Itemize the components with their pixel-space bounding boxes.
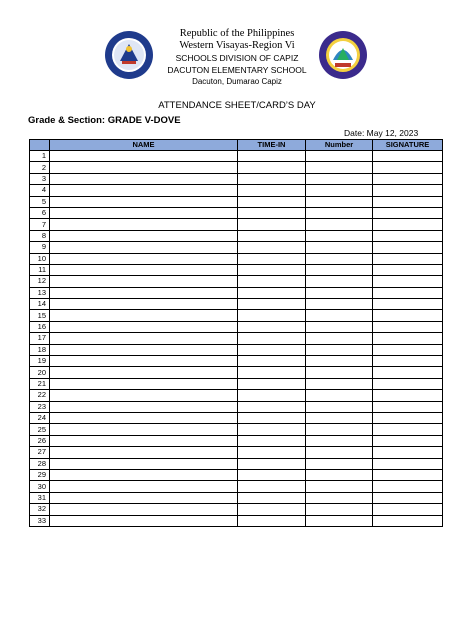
row-number: 3 [30, 173, 50, 184]
table-row [30, 276, 443, 287]
signature-cell[interactable] [373, 435, 443, 446]
number-cell[interactable] [306, 424, 373, 435]
signature-cell[interactable] [373, 287, 443, 298]
row-number: 30 [30, 481, 50, 492]
name-cell[interactable] [50, 390, 238, 401]
time-in-cell[interactable] [238, 447, 306, 458]
signature-cell[interactable] [373, 367, 443, 378]
time-in-cell[interactable] [238, 356, 306, 367]
header-line-republic: Republic of the Philippines [179, 28, 295, 39]
number-cell[interactable] [306, 492, 373, 503]
signature-cell[interactable] [373, 185, 443, 196]
column-header-name: NAME [50, 140, 238, 151]
number-cell[interactable] [306, 185, 373, 196]
row-number: 24 [30, 412, 50, 423]
table-row [30, 230, 443, 241]
time-in-cell[interactable] [238, 412, 306, 423]
name-cell[interactable] [50, 310, 238, 321]
row-number: 7 [30, 219, 50, 230]
name-cell[interactable] [50, 185, 238, 196]
table-row [30, 412, 443, 423]
name-cell[interactable] [50, 447, 238, 458]
time-in-cell[interactable] [238, 219, 306, 230]
number-cell[interactable] [306, 447, 373, 458]
number-cell[interactable] [306, 435, 373, 446]
time-in-cell[interactable] [238, 378, 306, 389]
table-row [30, 219, 443, 230]
row-number: 14 [30, 299, 50, 310]
time-in-cell[interactable] [238, 299, 306, 310]
number-cell[interactable] [306, 515, 373, 526]
row-number: 8 [30, 230, 50, 241]
time-in-cell[interactable] [238, 481, 306, 492]
number-cell[interactable] [306, 173, 373, 184]
table-header-row [30, 140, 443, 151]
row-number: 17 [30, 333, 50, 344]
name-cell[interactable] [50, 401, 238, 412]
column-header-signature: SIGNATURE [373, 140, 443, 151]
signature-cell[interactable] [373, 356, 443, 367]
time-in-cell[interactable] [238, 504, 306, 515]
signature-cell[interactable] [373, 242, 443, 253]
row-number: 4 [30, 185, 50, 196]
name-cell[interactable] [50, 378, 238, 389]
time-in-cell[interactable] [238, 367, 306, 378]
time-in-cell[interactable] [238, 162, 306, 173]
time-in-cell[interactable] [238, 207, 306, 218]
table-row [30, 356, 443, 367]
signature-cell[interactable] [373, 299, 443, 310]
number-cell[interactable] [306, 253, 373, 264]
name-cell[interactable] [50, 299, 238, 310]
row-number: 1 [30, 151, 50, 162]
table-row [30, 173, 443, 184]
time-in-cell[interactable] [238, 390, 306, 401]
signature-cell[interactable] [373, 219, 443, 230]
number-cell[interactable] [306, 321, 373, 332]
name-cell[interactable] [50, 344, 238, 355]
header-line-school: DACUTON ELEMENTARY SCHOOL [167, 65, 307, 75]
name-cell[interactable] [50, 230, 238, 241]
number-cell[interactable] [306, 242, 373, 253]
name-cell[interactable] [50, 424, 238, 435]
row-number: 26 [30, 435, 50, 446]
number-cell[interactable] [306, 378, 373, 389]
time-in-cell[interactable] [238, 333, 306, 344]
signature-cell[interactable] [373, 310, 443, 321]
table-row [30, 310, 443, 321]
number-cell[interactable] [306, 481, 373, 492]
time-in-cell[interactable] [238, 185, 306, 196]
number-cell[interactable] [306, 344, 373, 355]
table-row [30, 515, 443, 526]
signature-cell[interactable] [373, 447, 443, 458]
name-cell[interactable] [50, 219, 238, 230]
column-header-time-in: TIME-IN [238, 140, 306, 151]
name-cell[interactable] [50, 276, 238, 287]
signature-cell[interactable] [373, 162, 443, 173]
header-line-division: SCHOOLS DIVISION OF CAPIZ [175, 53, 299, 63]
name-cell[interactable] [50, 515, 238, 526]
table-row [30, 299, 443, 310]
header-line-region: Western Visayas-Region Vi [179, 40, 295, 51]
row-number: 18 [30, 344, 50, 355]
row-number: 29 [30, 469, 50, 480]
number-cell[interactable] [306, 287, 373, 298]
number-cell[interactable] [306, 310, 373, 321]
table-row [30, 242, 443, 253]
row-number: 31 [30, 492, 50, 503]
name-cell[interactable] [50, 287, 238, 298]
signature-cell[interactable] [373, 173, 443, 184]
table-row [30, 481, 443, 492]
number-cell[interactable] [306, 469, 373, 480]
time-in-cell[interactable] [238, 264, 306, 275]
time-in-cell[interactable] [238, 276, 306, 287]
name-cell[interactable] [50, 458, 238, 469]
date-label: Date: May 12, 2023 [344, 128, 419, 138]
number-cell[interactable] [306, 504, 373, 515]
number-cell[interactable] [306, 162, 373, 173]
name-cell[interactable] [50, 367, 238, 378]
time-in-cell[interactable] [238, 424, 306, 435]
table-row [30, 162, 443, 173]
table-row [30, 367, 443, 378]
number-cell[interactable] [306, 230, 373, 241]
signature-cell[interactable] [373, 253, 443, 264]
table-row [30, 287, 443, 298]
number-cell[interactable] [306, 356, 373, 367]
signature-cell[interactable] [373, 196, 443, 207]
table-row [30, 447, 443, 458]
name-cell[interactable] [50, 207, 238, 218]
table-row [30, 435, 443, 446]
number-cell[interactable] [306, 299, 373, 310]
grade-section-label: Grade & Section: GRADE V-DOVE [28, 115, 181, 126]
time-in-cell[interactable] [238, 253, 306, 264]
number-cell[interactable] [306, 151, 373, 162]
name-cell[interactable] [50, 162, 238, 173]
row-number: 21 [30, 378, 50, 389]
row-number: 22 [30, 390, 50, 401]
number-cell[interactable] [306, 367, 373, 378]
page-title: ATTENDANCE SHEET/CARD’S DAY [158, 100, 316, 111]
attendance-table [29, 139, 443, 527]
signature-cell[interactable] [373, 390, 443, 401]
signature-cell[interactable] [373, 276, 443, 287]
name-cell[interactable] [50, 481, 238, 492]
signature-cell[interactable] [373, 378, 443, 389]
signature-cell[interactable] [373, 321, 443, 332]
name-cell[interactable] [50, 321, 238, 332]
table-row [30, 504, 443, 515]
name-cell[interactable] [50, 253, 238, 264]
name-cell[interactable] [50, 412, 238, 423]
row-number: 10 [30, 253, 50, 264]
signature-cell[interactable] [373, 492, 443, 503]
signature-cell[interactable] [373, 469, 443, 480]
table-row [30, 344, 443, 355]
time-in-cell[interactable] [238, 492, 306, 503]
time-in-cell[interactable] [238, 196, 306, 207]
number-cell[interactable] [306, 207, 373, 218]
row-number: 16 [30, 321, 50, 332]
time-in-cell[interactable] [238, 151, 306, 162]
signature-cell[interactable] [373, 333, 443, 344]
table-row [30, 264, 443, 275]
header-line-address: Dacuton, Dumarao Capiz [192, 77, 282, 86]
time-in-cell[interactable] [238, 287, 306, 298]
signature-cell[interactable] [373, 230, 443, 241]
row-number: 20 [30, 367, 50, 378]
number-cell[interactable] [306, 390, 373, 401]
name-cell[interactable] [50, 196, 238, 207]
number-cell[interactable] [306, 412, 373, 423]
signature-cell[interactable] [373, 412, 443, 423]
table-row [30, 390, 443, 401]
name-cell[interactable] [50, 492, 238, 503]
name-cell[interactable] [50, 333, 238, 344]
table-row [30, 401, 443, 412]
time-in-cell[interactable] [238, 242, 306, 253]
row-number: 2 [30, 162, 50, 173]
table-row [30, 151, 443, 162]
name-cell[interactable] [50, 356, 238, 367]
column-header-number [30, 140, 50, 151]
table-row [30, 196, 443, 207]
time-in-cell[interactable] [238, 515, 306, 526]
time-in-cell[interactable] [238, 344, 306, 355]
table-row [30, 492, 443, 503]
name-cell[interactable] [50, 504, 238, 515]
number-cell[interactable] [306, 333, 373, 344]
name-cell[interactable] [50, 469, 238, 480]
row-number: 28 [30, 458, 50, 469]
signature-cell[interactable] [373, 504, 443, 515]
letterhead [0, 28, 474, 88]
name-cell[interactable] [50, 242, 238, 253]
row-number: 11 [30, 264, 50, 275]
row-number: 19 [30, 356, 50, 367]
table-row [30, 253, 443, 264]
row-number: 9 [30, 242, 50, 253]
row-number: 23 [30, 401, 50, 412]
row-number: 13 [30, 287, 50, 298]
time-in-cell[interactable] [238, 458, 306, 469]
column-header-contact-number: Number [306, 140, 373, 151]
number-cell[interactable] [306, 458, 373, 469]
row-number: 15 [30, 310, 50, 321]
signature-cell[interactable] [373, 424, 443, 435]
table-row [30, 469, 443, 480]
table-row [30, 378, 443, 389]
name-cell[interactable] [50, 435, 238, 446]
table-row [30, 207, 443, 218]
table-body [30, 151, 443, 527]
number-cell[interactable] [306, 401, 373, 412]
table-row [30, 321, 443, 332]
name-cell[interactable] [50, 264, 238, 275]
table-row [30, 458, 443, 469]
signature-cell[interactable] [373, 207, 443, 218]
time-in-cell[interactable] [238, 435, 306, 446]
row-number: 25 [30, 424, 50, 435]
name-cell[interactable] [50, 151, 238, 162]
number-cell[interactable] [306, 264, 373, 275]
signature-cell[interactable] [373, 481, 443, 492]
signature-cell[interactable] [373, 151, 443, 162]
signature-cell[interactable] [373, 401, 443, 412]
number-cell[interactable] [306, 276, 373, 287]
signature-cell[interactable] [373, 264, 443, 275]
row-number: 6 [30, 207, 50, 218]
number-cell[interactable] [306, 196, 373, 207]
row-number: 5 [30, 196, 50, 207]
time-in-cell[interactable] [238, 401, 306, 412]
row-number: 32 [30, 504, 50, 515]
number-cell[interactable] [306, 219, 373, 230]
signature-cell[interactable] [373, 344, 443, 355]
table-row [30, 185, 443, 196]
row-number: 12 [30, 276, 50, 287]
table-row [30, 424, 443, 435]
signature-cell[interactable] [373, 458, 443, 469]
row-number: 27 [30, 447, 50, 458]
time-in-cell[interactable] [238, 173, 306, 184]
time-in-cell[interactable] [238, 230, 306, 241]
signature-cell[interactable] [373, 515, 443, 526]
row-number: 33 [30, 515, 50, 526]
time-in-cell[interactable] [238, 310, 306, 321]
name-cell[interactable] [50, 173, 238, 184]
time-in-cell[interactable] [238, 321, 306, 332]
time-in-cell[interactable] [238, 469, 306, 480]
table-row [30, 333, 443, 344]
